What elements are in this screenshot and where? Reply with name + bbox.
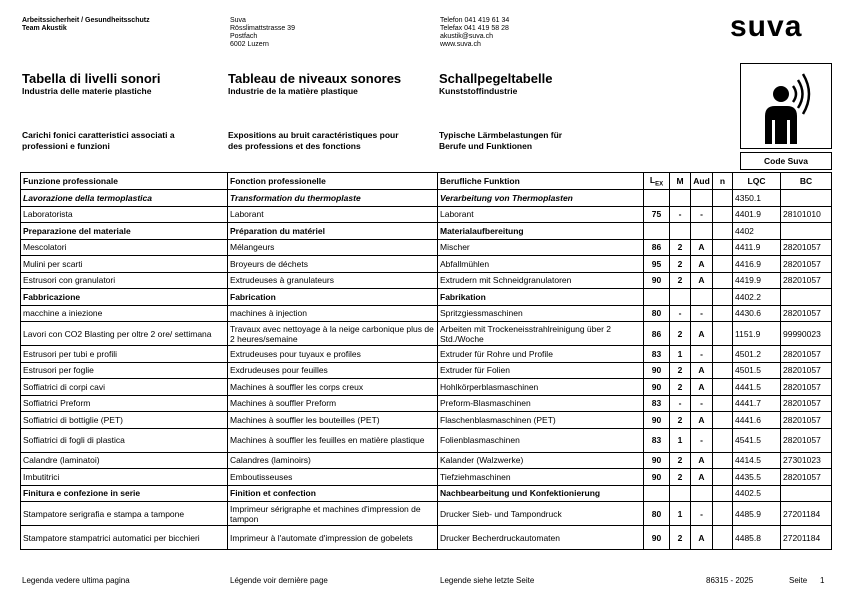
cell-bc: [781, 223, 832, 240]
footer-legend-it: Legenda vedere ultima pagina: [22, 576, 130, 585]
cell-m: 2: [670, 452, 691, 469]
cell-fr: Machines à souffler les bouteilles (PET): [228, 412, 438, 429]
cell-bc: 28201057: [781, 256, 832, 273]
cell-it: macchine a iniezione: [21, 305, 228, 322]
cell-n: [713, 322, 733, 346]
cell-it: Preparazione del materiale: [21, 223, 228, 240]
cell-aud: A: [691, 452, 713, 469]
desc-de-line: Typische Lärmbelastungen für: [439, 130, 563, 140]
cell-fr: Fabrication: [228, 289, 438, 306]
cell-aud: A: [691, 272, 713, 289]
cell-n: [713, 469, 733, 486]
cell-de: Mischer: [438, 239, 644, 256]
cell-aud: A: [691, 379, 713, 396]
desc-fr-line: des professions et des fonctions: [228, 141, 361, 151]
department-name: [22, 17, 150, 33]
cell-lqc: 4441.6: [733, 412, 781, 429]
cell-m: 2: [670, 272, 691, 289]
department-line-2: Team Akustik: [22, 25, 67, 32]
email-link[interactable]: akustik@suva.ch: [440, 33, 494, 40]
cell-fr: Préparation du matériel: [228, 223, 438, 240]
cell-fr: Finition et confection: [228, 485, 438, 502]
website-link[interactable]: www.suva.ch: [440, 41, 481, 48]
cell-aud: -: [691, 395, 713, 412]
cell-lqc: 4501.2: [733, 346, 781, 363]
cell-m: 1: [670, 502, 691, 526]
cell-m: 2: [670, 239, 691, 256]
cell-de: Extrudern mit Schneidgranulatoren: [438, 272, 644, 289]
cell-lex: 80: [644, 502, 670, 526]
cell-n: [713, 485, 733, 502]
cell-it: Soffiatrici Preform: [21, 395, 228, 412]
table-row: [21, 379, 832, 396]
cell-n: [713, 239, 733, 256]
cell-fr: Emboutisseuses: [228, 469, 438, 486]
suva-logo: suva: [730, 10, 803, 43]
cell-n: [713, 526, 733, 550]
col-header-fr: Fonction professionelle: [228, 173, 438, 190]
cell-bc: 28201057: [781, 428, 832, 452]
cell-m: -: [670, 395, 691, 412]
cell-lex: 83: [644, 346, 670, 363]
title-it-block: [22, 72, 222, 96]
title-it: Tabella di livelli sonori: [22, 71, 161, 86]
desc-it: [22, 130, 175, 152]
cell-bc: 27201184: [781, 502, 832, 526]
cell-it: Soffiatrici di corpi cavi: [21, 379, 228, 396]
cell-m: 1: [670, 428, 691, 452]
cell-fr: Imprimeur à l'automate d'impression de gobelets: [228, 526, 438, 550]
cell-fr: Machines à souffler les corps creux: [228, 379, 438, 396]
cell-m: [670, 289, 691, 306]
address-line: Postfach: [230, 33, 258, 40]
cell-aud: [691, 190, 713, 207]
cell-n: [713, 206, 733, 223]
col-header-m: M: [670, 173, 691, 190]
cell-lex: 86: [644, 322, 670, 346]
cell-de: Laborant: [438, 206, 644, 223]
cell-fr: machines à injection: [228, 305, 438, 322]
table-row: [21, 272, 832, 289]
cell-n: [713, 272, 733, 289]
cell-lqc: 4401.9: [733, 206, 781, 223]
cell-bc: 28201057: [781, 346, 832, 363]
table-row: [21, 256, 832, 273]
cell-lex: 90: [644, 526, 670, 550]
cell-m: 2: [670, 412, 691, 429]
cell-fr: Transformation du thermoplaste: [228, 190, 438, 207]
cell-de: Fabrikation: [438, 289, 644, 306]
fax: Telefax 041 419 58 28: [440, 25, 509, 32]
cell-it: Soffiatrici di fogli di plastica: [21, 428, 228, 452]
cell-de: Extruder für Folien: [438, 362, 644, 379]
cell-m: 2: [670, 322, 691, 346]
table-header-row: [21, 173, 832, 190]
address-line: 6002 Luzern: [230, 41, 269, 48]
table-row: [21, 322, 832, 346]
cell-aud: -: [691, 206, 713, 223]
page-number: 1: [820, 576, 825, 585]
cell-m: -: [670, 305, 691, 322]
cell-fr: Broyeurs de déchets: [228, 256, 438, 273]
col-header-bc: BC: [781, 173, 832, 190]
table-row: [21, 395, 832, 412]
cell-aud: -: [691, 502, 713, 526]
page-label: Seite: [789, 576, 808, 585]
cell-lqc: 1151.9: [733, 322, 781, 346]
table-group-row: [21, 485, 832, 502]
cell-bc: 28201057: [781, 272, 832, 289]
cell-aud: A: [691, 526, 713, 550]
cell-n: [713, 223, 733, 240]
cell-bc: 28201057: [781, 239, 832, 256]
cell-n: [713, 395, 733, 412]
cell-aud: [691, 223, 713, 240]
cell-lqc: 4441.7: [733, 395, 781, 412]
cell-m: [670, 190, 691, 207]
cell-de: Materialaufbereitung: [438, 223, 644, 240]
cell-n: [713, 502, 733, 526]
cell-fr: Machines à souffler Preform: [228, 395, 438, 412]
cell-n: [713, 289, 733, 306]
cell-lqc: 4402: [733, 223, 781, 240]
table-row: [21, 469, 832, 486]
cell-aud: A: [691, 239, 713, 256]
cell-bc: 27201184: [781, 526, 832, 550]
subtitle-it: Industria delle materie plastiche: [22, 86, 152, 96]
phone: Telefon 041 419 61 34: [440, 17, 510, 24]
cell-m: 2: [670, 469, 691, 486]
table-row: [21, 239, 832, 256]
cell-fr: Imprimeur sérigraphe et machines d'impression de tampon: [228, 502, 438, 526]
noise-level-table: [20, 172, 832, 550]
cell-fr: Calandres (laminoirs): [228, 452, 438, 469]
cell-fr: Laborant: [228, 206, 438, 223]
desc-fr-line: Expositions au bruit caractéristiques pour: [228, 130, 399, 140]
col-header-de: Berufliche Funktion: [438, 173, 644, 190]
cell-lqc: 4485.8: [733, 526, 781, 550]
cell-lex: [644, 289, 670, 306]
cell-lex: [644, 485, 670, 502]
cell-aud: [691, 485, 713, 502]
cell-lex: 80: [644, 305, 670, 322]
cell-de: Abfallmühlen: [438, 256, 644, 273]
cell-fr: Mélangeurs: [228, 239, 438, 256]
cell-it: Estrusori per foglie: [21, 362, 228, 379]
desc-it-line: Carichi fonici caratteristici associati a: [22, 130, 175, 140]
cell-aud: [691, 289, 713, 306]
cell-n: [713, 190, 733, 207]
cell-lqc: 4430.6: [733, 305, 781, 322]
cell-lqc: 4501.5: [733, 362, 781, 379]
cell-lqc: 4402.5: [733, 485, 781, 502]
cell-lex: 75: [644, 206, 670, 223]
cell-bc: 28201057: [781, 379, 832, 396]
cell-aud: A: [691, 469, 713, 486]
cell-aud: A: [691, 362, 713, 379]
cell-de: Drucker Becherdruckautomaten: [438, 526, 644, 550]
cell-lex: 90: [644, 379, 670, 396]
cell-lqc: 4485.9: [733, 502, 781, 526]
cell-lex: 90: [644, 452, 670, 469]
contact-info: [440, 17, 509, 49]
table-row: [21, 346, 832, 363]
cell-lex: [644, 223, 670, 240]
cell-it: Fabbricazione: [21, 289, 228, 306]
cell-fr: Machines à souffler les feuilles en matière plastique: [228, 428, 438, 452]
col-header-n: n: [713, 173, 733, 190]
table-row: [21, 305, 832, 322]
cell-it: Calandre (laminatoi): [21, 452, 228, 469]
cell-de: Flaschenblasmaschinen (PET): [438, 412, 644, 429]
cell-lqc: 4402.2: [733, 289, 781, 306]
cell-lex: 90: [644, 362, 670, 379]
cell-bc: 28201057: [781, 395, 832, 412]
footer-legend-fr: Légende voir dernière page: [230, 576, 328, 585]
postal-address: [230, 17, 295, 49]
cell-n: [713, 379, 733, 396]
document-number: 86315 - 2025: [706, 576, 754, 585]
code-suva-label: Code Suva: [740, 152, 832, 170]
cell-de: Kalander (Walzwerke): [438, 452, 644, 469]
cell-lex: 90: [644, 272, 670, 289]
cell-m: 2: [670, 379, 691, 396]
cell-lqc: 4541.5: [733, 428, 781, 452]
cell-n: [713, 412, 733, 429]
person-noise-icon: [741, 64, 831, 148]
col-header-aud: Aud: [691, 173, 713, 190]
footer-legend-de: Legende siehe letzte Seite: [440, 576, 535, 585]
cell-it: Estrusori per tubi e profili: [21, 346, 228, 363]
cell-it: Mescolatori: [21, 239, 228, 256]
cell-lqc: 4435.5: [733, 469, 781, 486]
col-header-lqc: LQC: [733, 173, 781, 190]
cell-it: Stampatore stampatrici automatici per bicchieri: [21, 526, 228, 550]
noise-icon-box: [740, 63, 832, 149]
cell-lqc: 4419.9: [733, 272, 781, 289]
table-row: [21, 362, 832, 379]
cell-aud: A: [691, 256, 713, 273]
cell-aud: A: [691, 322, 713, 346]
cell-it: Soffiatrici di bottiglie (PET): [21, 412, 228, 429]
cell-bc: 28201057: [781, 362, 832, 379]
table-row: [21, 502, 832, 526]
cell-de: Nachbearbeitung und Konfektionierung: [438, 485, 644, 502]
table-row: [21, 526, 832, 550]
cell-bc: 28201057: [781, 305, 832, 322]
cell-bc: 99990023: [781, 322, 832, 346]
col-header-it: Funzione professionale: [21, 173, 228, 190]
cell-fr: Extrudeuses pour tuyaux e profiles: [228, 346, 438, 363]
cell-fr: Extrudeuses à granulateurs: [228, 272, 438, 289]
cell-n: [713, 428, 733, 452]
address-line: Suva: [230, 17, 246, 24]
cell-lex: 83: [644, 428, 670, 452]
cell-n: [713, 305, 733, 322]
cell-m: 1: [670, 346, 691, 363]
cell-n: [713, 452, 733, 469]
cell-m: 2: [670, 526, 691, 550]
cell-fr: Exdrudeuses pour feuilles: [228, 362, 438, 379]
cell-m: [670, 485, 691, 502]
cell-aud: A: [691, 412, 713, 429]
title-fr-block: [228, 72, 433, 96]
cell-it: Estrusori con granulatori: [21, 272, 228, 289]
col-header-lex: $L_{EX}$: [644, 173, 670, 190]
cell-lex: 86: [644, 239, 670, 256]
cell-m: [670, 223, 691, 240]
cell-m: 2: [670, 362, 691, 379]
cell-lqc: 4441.5: [733, 379, 781, 396]
cell-de: Spritzgiessmaschinen: [438, 305, 644, 322]
department-line-1: Arbeitssicherheit / Gesundheitsschutz: [22, 17, 150, 24]
cell-lqc: 4416.9: [733, 256, 781, 273]
cell-de: Drucker Sieb- und Tampondruck: [438, 502, 644, 526]
cell-de: Arbeiten mit Trockeneisstrahlreinigung über 2 Std./Woche: [438, 322, 644, 346]
cell-it: Lavori con CO2 Blasting per oltre 2 ore/ settimana: [21, 322, 228, 346]
cell-bc: 28201057: [781, 469, 832, 486]
cell-bc: 28101010: [781, 206, 832, 223]
cell-de: Hohlkörperblasmaschinen: [438, 379, 644, 396]
table-row: [21, 206, 832, 223]
cell-bc: [781, 485, 832, 502]
desc-fr: [228, 130, 399, 152]
cell-bc: [781, 190, 832, 207]
cell-it: Finitura e confezione in serie: [21, 485, 228, 502]
subtitle-de: Kunststoffindustrie: [439, 86, 518, 96]
desc-de-line: Berufe und Funktionen: [439, 141, 533, 151]
table-group-row: [21, 223, 832, 240]
cell-fr: Travaux avec nettoyage à la neige carbonique plus de 2 heures/semaine: [228, 322, 438, 346]
title-de-block: [439, 72, 639, 96]
cell-n: [713, 362, 733, 379]
title-de: Schallpegeltabelle: [439, 71, 553, 86]
cell-de: Tiefziehmaschinen: [438, 469, 644, 486]
address-line: Rösslimattstrasse 39: [230, 25, 295, 32]
cell-de: Verarbeitung von Thermoplasten: [438, 190, 644, 207]
cell-it: Laboratorista: [21, 206, 228, 223]
table-row: [21, 428, 832, 452]
cell-m: 2: [670, 256, 691, 273]
cell-it: Mulini per scarti: [21, 256, 228, 273]
cell-it: Lavorazione della termoplastica: [21, 190, 228, 207]
cell-lex: 83: [644, 395, 670, 412]
desc-it-line: professioni e funzioni: [22, 141, 110, 151]
cell-de: Preform-Blasmaschinen: [438, 395, 644, 412]
cell-lqc: 4350.1: [733, 190, 781, 207]
cell-lex: [644, 190, 670, 207]
cell-it: Imbutitrici: [21, 469, 228, 486]
cell-bc: 27301023: [781, 452, 832, 469]
cell-aud: -: [691, 428, 713, 452]
subtitle-fr: Industrie de la matière plastique: [228, 86, 358, 96]
cell-lqc: 4411.9: [733, 239, 781, 256]
cell-aud: -: [691, 346, 713, 363]
cell-aud: -: [691, 305, 713, 322]
cell-bc: 28201057: [781, 412, 832, 429]
cell-it: Stampatore serigrafia e stampa a tampone: [21, 502, 228, 526]
table-body: [21, 190, 832, 550]
table-group-row: [21, 289, 832, 306]
cell-de: Folienblasmaschinen: [438, 428, 644, 452]
cell-de: Extruder für Rohre und Profile: [438, 346, 644, 363]
title-fr: Tableau de niveaux sonores: [228, 71, 402, 86]
cell-bc: [781, 289, 832, 306]
table-group-row: [21, 190, 832, 207]
table-row: [21, 412, 832, 429]
table-row: [21, 452, 832, 469]
desc-de: [439, 130, 562, 152]
cell-lex: 90: [644, 469, 670, 486]
cell-lex: 90: [644, 412, 670, 429]
cell-n: [713, 256, 733, 273]
cell-m: -: [670, 206, 691, 223]
cell-lex: 95: [644, 256, 670, 273]
cell-lqc: 4414.5: [733, 452, 781, 469]
cell-n: [713, 346, 733, 363]
